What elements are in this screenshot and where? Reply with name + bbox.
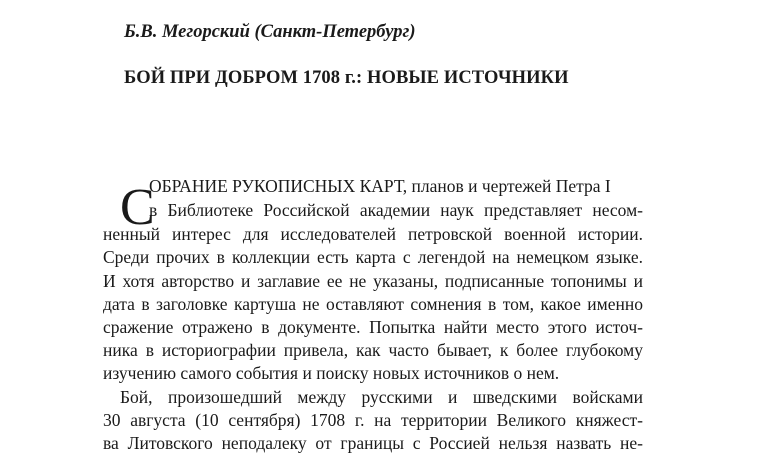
text-line-6: дата в заголовке картуша не оставляют сомнения в том, какое именно	[103, 294, 643, 314]
text-line-4: Среди прочих в коллекции есть карта с легендой на немецком языке.	[103, 247, 643, 267]
text-line-2: в Библиотеке Российской академии наук представляет несом-	[149, 200, 643, 220]
text-line-1: ОБРАНИЕ РУКОПИСНЫХ КАРТ, планов и чертежей Петра I	[149, 176, 611, 196]
text-line-12: ва Литовского неподалеку от границы с Россией нельзя назвать не-	[103, 433, 643, 453]
text-line-10: Бой, произошедший между русскими и шведскими войсками	[120, 387, 643, 407]
article-author: Б.В. Мегорский (Санкт-Петербург)	[124, 22, 416, 42]
drop-cap: С	[120, 179, 155, 236]
text-line-7: сражение отражено в документе. Попытка найти место этого источ-	[103, 317, 643, 337]
text-line-11: 30 августа (10 сентября) 1708 г. на территории Великого княжест-	[103, 410, 643, 430]
text-line-3: ненный интерес для исследователей петровской военной истории.	[103, 224, 643, 244]
text-line-5: И хотя авторство и заглавие ее не указаны, подписанные топонимы и	[103, 271, 643, 291]
article-title: БОЙ ПРИ ДОБРОМ 1708 г.: НОВЫЕ ИСТОЧНИКИ	[124, 68, 569, 88]
text-line-9: изучению самого события и поиску новых источников о нем.	[103, 363, 560, 383]
text-line-8: ника в историографии привела, как часто бывает, к более глубокому	[103, 340, 643, 360]
